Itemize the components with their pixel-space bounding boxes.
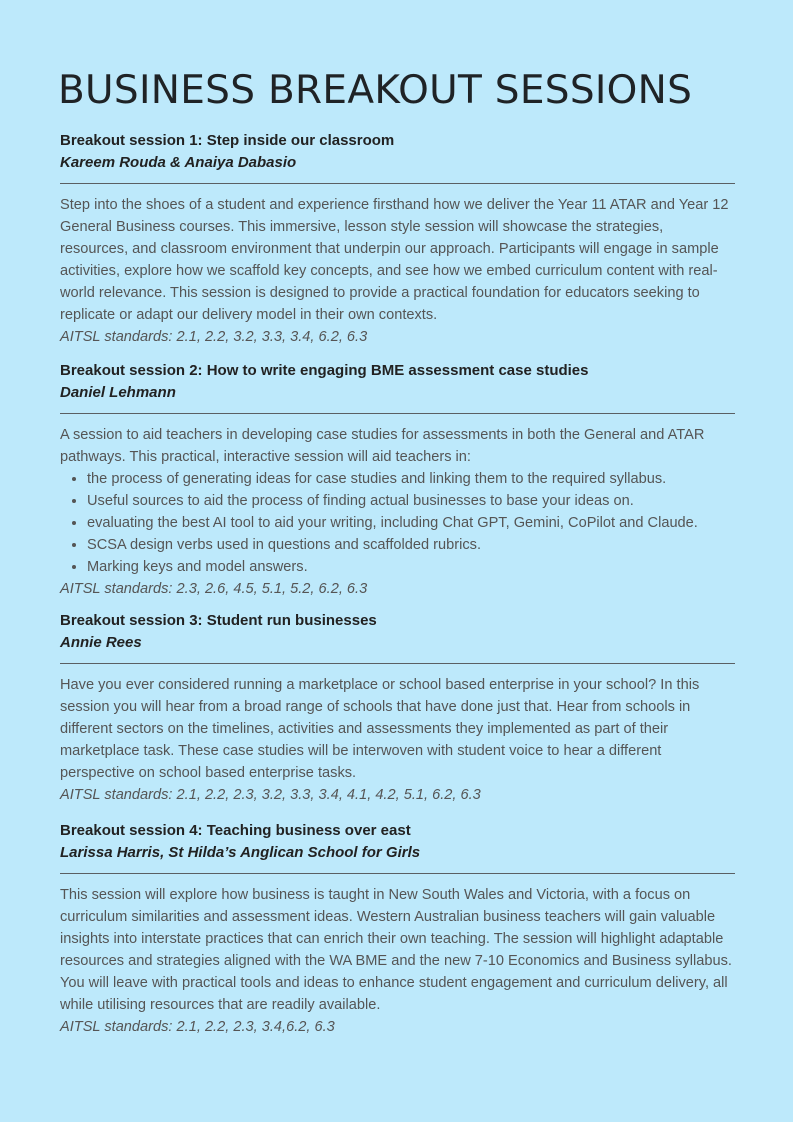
list-item: • SCSA design verbs used in questions and scaffolded rubrics. [87, 534, 735, 556]
session-4 [60, 820, 735, 1038]
aitsl-standards: AITSL standards: 2.1, 2.2, 2.3, 3.4,6.2, 6.3 [60, 1019, 335, 1035]
session-description: This session will explore how business is taught in New South Wales and Victoria, with a focus on curriculum similarities and assessment ideas. Western Australian business teachers will gain valuable insights into interstate practices that can enrich their own teaching. The session will highlight adaptable resources and strategies aligned with the WA BME and the new 7-10 Economics and Business syllabus. You will leave with practical tools and ideas to enhance student engagement and curriculum delivery, all while utilising resources that are readily available. [60, 887, 732, 1013]
list-item: • evaluating the best AI tool to aid your writing, including Chat GPT, Gemini, CoPilot and Claude. [87, 512, 735, 534]
session-presenter: Kareem Rouda & Anaiya Dabasio [60, 154, 297, 171]
divider [60, 413, 735, 414]
session-title: Breakout session 4: Teaching business over east [60, 822, 411, 839]
aitsl-standards: AITSL standards: 2.1, 2.2, 2.3, 3.2, 3.3, 3.4, 4.1, 4.2, 5.1, 6.2, 6.3 [60, 787, 481, 803]
session-description: Step into the shoes of a student and experience firsthand how we deliver the Year 11 ATAR and Year 12 General Business courses. This immersive, lesson style session will showcase the strategies, resources, and classroom environment that underpin our approach. Participants will engage in sample activities, explore how we scaffold key concepts, and see how we embed curriculum content with real-world relevance. This session is designed to provide a practical foundation for educators seeking to replicate or adapt our delivery model in their own contexts. [60, 197, 729, 323]
session-title: Breakout session 1: Step inside our classroom [60, 132, 395, 149]
session-2 [60, 360, 735, 600]
session-3 [60, 610, 735, 806]
divider [60, 873, 735, 874]
session-title: Breakout session 2: How to write engaging BME assessment case studies [60, 362, 589, 379]
session-title: Breakout session 3: Student run businesses [60, 612, 377, 629]
list-item: • Useful sources to aid the process of finding actual businesses to base your ideas on. [87, 490, 735, 512]
session-presenter: Larissa Harris, St Hilda’s Anglican School for Girls [60, 844, 421, 861]
topic-list [60, 468, 735, 578]
list-item: • the process of generating ideas for case studies and linking them to the required syllabus. [87, 468, 735, 490]
session-presenter: Daniel Lehmann [60, 384, 176, 401]
session-1 [60, 130, 735, 348]
session-presenter: Annie Rees [60, 634, 142, 651]
aitsl-standards: AITSL standards: 2.1, 2.2, 3.2, 3.3, 3.4, 6.2, 6.3 [60, 329, 368, 345]
session-description: Have you ever considered running a marketplace or school based enterprise in your school? In this session you will hear from a broad range of schools that have done just that. Hear from schools in different sectors on the timelines, activities and assessments they implemented as part of their marketplace task. These case studies will be interwoven with student voice to hear a different perspective on school based enterprise tasks. [60, 677, 700, 781]
page-title: BUSINESS BREAKOUT SESSIONS [58, 68, 693, 113]
divider [60, 663, 735, 664]
divider [60, 183, 735, 184]
list-item: • Marking keys and model answers. [87, 556, 735, 578]
session-description: A session to aid teachers in developing case studies for assessments in both the General and ATAR pathways. This practical, interactive session will aid teachers in: [60, 427, 705, 465]
aitsl-standards: AITSL standards: 2.3, 2.6, 4.5, 5.1, 5.2, 6.2, 6.3 [60, 581, 368, 597]
